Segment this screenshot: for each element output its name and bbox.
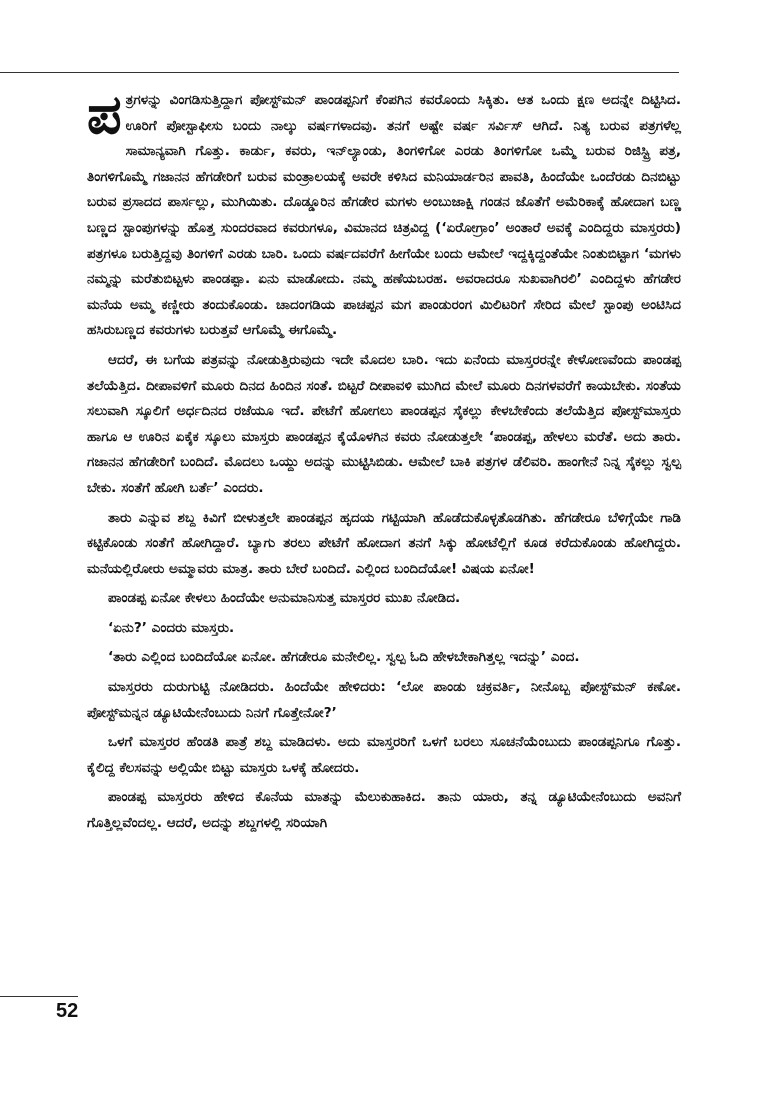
footer-rule (0, 996, 78, 997)
paragraph-5: ‘ಏನು?’ ಎಂದರು ಮಾಸ್ತರು. (108, 619, 235, 636)
paragraph-1 (87, 83, 681, 344)
paragraph-8: ಒಳಗೆ ಮಾಸ್ತರರ ಹೆಂಡತಿ ಪಾತ್ರೆ ಶಬ್ದ ಮಾಡಿದಳು. ಅದು ಮಾಸ್ತರರಿಗೆ ಒಳಗೆ ಬರಲು ಸೂಚನೆಯೆಂಬುದು ಪಾಂಡಪ್ಪನಿಗೂ ಗೊತ್ತು. ಕೈಲಿದ್ದ ಕೆಲಸವನ್ನು ಅಲ್ಲಿಯೇ ಬಿಟ್ಟು ಮಾಸ್ತರು ಒಳಕ್ಕೆ ಹೋದರು. (87, 734, 681, 776)
paragraph-6: ‘ತಾರು ಎಲ್ಲಿಂದ ಬಂದಿದೆಯೋ ಏನೋ. ಹೆಗಡೇರೂ ಮನೇಲಿಲ್ಲ. ಸ್ವಲ್ಪ ಓದಿ ಹೇಳಬೇಕಾಗಿತ್ತಲ್ಲ ಇದನ್ನು’ ಎಂದ. (108, 649, 580, 666)
page-number: 52 (56, 1000, 79, 1022)
paragraph-2: ಆದರೆ, ಈ ಬಗೆಯ ಪತ್ರವನ್ನು ನೋಡುತ್ತಿರುವುದು ಇದೇ ಮೊದಲ ಬಾರಿ. ಇದು ಏನೆಂದು ಮಾಸ್ತರರನ್ನೇ ಕೇಳೋಣವೆಂದು ಪಾಂಡಪ್ಪ ತಲೆಯೆತ್ತಿದ. ದೀಪಾವಳಿಗೆ ಮೂರು ದಿನದ ಹಿಂದಿನ ಸಂತೆ. ಬಿಟ್ಟರೆ ದೀಪಾವಳಿ ಮುಗಿದ ಮೇಲೆ ಮೂರು ದಿನಗಳವರೆಗೆ ಕಾಯಬೇಕು. ಸಂತೆಯ ಸಲುವಾಗಿ ಸ್ಕೂಲಿಗೆ ಅರ್ಧದಿನದ ರಜೆಯೂ ಇದೆ. ಪೇಟೆಗೆ ಹೋಗಲು ಪಾಂಡಪ್ಪನ ಸೈಕಲ್ಲು ಕೇಳಬೇಕೆಂದು ತಲೆಯೆತ್ತಿದ ಪೋಸ್ಟ್‌ಮಾಸ್ತರು ಹಾಗೂ ಆ ಊರಿನ ಏಕೈಕ ಸ್ಕೂಲು ಮಾಸ್ತರು ಪಾಂಡಪ್ಪನ ಕೈಯೊಳಗಿನ ಕವರು ನೋಡುತ್ತಲೇ ‘ಪಾಂಡಪ್ಪ, ಹೇಳಲು ಮರೆತೆ. ಅದು ತಾರು. ಗಜಾನನ ಹೆಗಡೇರಿಗೆ ಬಂದಿದೆ. ಮೊದಲು ಒಯ್ದು ಅದನ್ನು ಮುಟ್ಟಿಸಿಬಿಡು. ಆಮೇಲೆ ಬಾಕಿ ಪತ್ರಗಳ ಡೆಲಿವರಿ. ಹಾಂಗೇನೆ ನಿನ್ನ ಸೈಕಲ್ಲು ಸ್ವಲ್ಪ ಬೇಕು. ಸಂತೆಗೆ ಹೋಗಿ ಬರ್ತೆ’ ಎಂದರು. (87, 351, 681, 496)
paragraph-9: ಪಾಂಡಪ್ಪ ಮಾಸ್ತರರು ಹೇಳಿದ ಕೊನೆಯ ಮಾತನ್ನು ಮೆಲುಕುಹಾಕಿದ. ತಾನು ಯಾರು, ತನ್ನ ಡ್ಯೂಟಿಯೇನೆಂಬುದು ಅವನಿಗೆ ಗೊತ್ತಿಲ್ಲವೆಂದಲ್ಲ. ಆದರೆ, ಅದನ್ನು ಶಬ್ದಗಳಲ್ಲಿ ಸರಿಯಾಗಿ (87, 789, 681, 832)
paragraph-1-text: ತ್ರಗಳನ್ನು ವಿಂಗಡಿಸುತ್ತಿದ್ದಾಗ ಪೋಸ್ಟ್‌ಮನ್ ಪಾಂಡಪ್ಪನಿಗೆ ಕೆಂಪಗಿನ ಕವರೊಂದು ಸಿಕ್ಕಿತು. ಆತ ಒಂದು ಕ್ಷಣ ಅದನ್ನೇ ದಿಟ್ಟಿಸಿದ. ಊರಿಗೆ ಪೋಸ್ಟಾಫೀಸು ಬಂದು ನಾಲ್ಕು ವರ್ಷಗಳಾದವು. ತನಗೆ ಅಷ್ಟೇ ವರ್ಷ ಸರ್ವಿಸ್ ಆಗಿದೆ. ನಿತ್ಯ ಬರುವ ಪತ್ರಗಳೆಲ್ಲ ಸಾಮಾನ್ಯವಾಗಿ ಗೊತ್ತು. ಕಾರ್ಡು, ಕವರು, ಇನ್‌ಲ್ಯಾಂಡು, ತಿಂಗಳಿಗೋ ಎರಡು ತಿಂಗಳಿಗೋ ಒಮ್ಮೆ ಬರುವ ರಿಜಿಸ್ಟ್ರಿ ಪತ್ರ, ತಿಂಗಳಿಗೊಮ್ಮೆ ಗಜಾನನ ಹೆಗಡೇರಿಗೆ ಬರುವ ಮಂತ್ರಾಲಯಕ್ಕೆ ಅವರೇ ಕಳಿಸಿದ ಮನಿಯಾರ್ಡರಿನ ಪಾವತಿ, ಹಿಂದೆಯೇ ಒಂದೆರಡು ದಿನಬಿಟ್ಟು ಬರುವ ಪ್ರಸಾದದ ಪಾರ್ಸಲ್ಲು, ಮುಗಿಯಿತು. ದೊಡ್ಡೂರಿನ ಹೆಗಡೇರ ಮಗಳು ಅಂಬುಜಾಕ್ಷಿ ಗಂಡನ ಜೊತೆಗೆ ಅಮೆರಿಕಾಕ್ಕೆ ಹೋದಾಗ ಬಣ್ಣ ಬಣ್ಣದ ಸ್ಟಾಂಪುಗಳನ್ನು ಹೊತ್ತ ಸುಂದರವಾದ ಕವರುಗಳೂ, ವಿಮಾನದ ಚಿತ್ರವಿದ್ದ (‘ಏರೋಗ್ರಾಂ’ ಅಂತಾರೆ ಅವಕ್ಕೆ ಎಂದಿದ್ದರು ಮಾಸ್ತರರು) ಪತ್ರಗಳೂ ಬರುತ್ತಿದ್ದವು ತಿಂಗಳಿಗೆ ಎರಡು ಬಾರಿ. ಒಂದು ವರ್ಷದವರೆಗೆ ಹೀಗೆಯೇ ಬಂದು ಆಮೇಲೆ ಇದ್ದಕ್ಕಿದ್ದಂತೆಯೇ ನಿಂತುಬಿಟ್ಟಾಗ ‘ಮಗಳು ನಮ್ಮನ್ನು ಮರೆತುಬಿಟ್ಟಳು ಪಾಂಡಪ್ಪಾ. ಏನು ಮಾಡೋದು. ನಮ್ಮ ಹಣೆಯಬರಹ. ಅವರಾದರೂ ಸುಖವಾಗಿರಲಿ’ ಎಂದಿದ್ದಳು ಹೆಗಡೇರ ಮನೆಯ ಅಮ್ಮ ಕಣ್ಣೀರು ತಂದುಕೊಂಡು. ಚಾದಂಗಡಿಯ ಪಾಚಪ್ಪನ ಮಗ ಪಾಂಡುರಂಗ ಮಿಲಿಟರಿಗೆ ಸೇರಿದ ಮೇಲೆ ಸ್ಟಾಂಪು ಅಂಟಿಸಿದ ಹಸಿರುಬಣ್ಣದ ಕವರುಗಳು ಬರುತ್ತವೆ ಆಗೊಮ್ಮೆ ಈಗೊಮ್ಮೆ. (87, 92, 681, 339)
drop-cap: ಪ (87, 83, 122, 146)
paragraph-3: ತಾರು ಎನ್ನುವ ಶಬ್ದ ಕಿವಿಗೆ ಬೀಳುತ್ತಲೇ ಪಾಂಡಪ್ಪನ ಹೃದಯ ಗಟ್ಟಿಯಾಗಿ ಹೊಡೆದುಕೊಳ್ಳತೊಡಗಿತು. ಹೆಗಡೇರೂ ಬೆಳಿಗ್ಗೆಯೇ ಗಾಡಿ ಕಟ್ಟಿಕೊಂಡು ಸಂತೆಗೆ ಹೋಗಿದ್ದಾರೆ. ಬ್ಯಾಗು ತರಲು ಪೇಟೆಗೆ ಹೋದಾಗ ತನಗೆ ಸಿಕ್ಕು ಹೋಟೆಲ್ಲಿಗೆ ಕೂಡ ಕರೆದುಕೊಂಡು ಹೋಗಿದ್ದರು. ಮನೆಯಲ್ಲಿರೋರು ಅಮ್ಮಾವರು ಮಾತ್ರ. ತಾರು ಬೇರೆ ಬಂದಿದೆ. ಎಲ್ಲಿಂದ ಬಂದಿದೆಯೋ! ವಿಷಯ ಏನೋ! (87, 509, 681, 577)
story-text (87, 83, 681, 841)
paragraph-4: ಪಾಂಡಪ್ಪ ಏನೋ ಕೇಳಲು ಹಿಂದೆಯೇ ಅನುಮಾನಿಸುತ್ತ ಮಾಸ್ತರರ ಮುಖ ನೋಡಿದ. (108, 590, 461, 607)
top-rule (0, 72, 679, 73)
paragraph-7: ಮಾಸ್ತರರು ದುರುಗುಟ್ಟಿ ನೋಡಿದರು. ಹಿಂದೆಯೇ ಹೇಳಿದರು: ‘ಲೋ ಪಾಂಡು ಚಕ್ರವರ್ತಿ, ನೀನೊಬ್ಬ ಪೋಸ್ಟ್‌ಮನ್ ಕಣೋ. ಪೋಸ್ಟ್‌ಮನ್ನನ ಡ್ಯೂಟಿಯೇನೆಂಬುದು ನಿನಗೆ ಗೊತ್ತೇನೋ?’ (87, 679, 681, 721)
